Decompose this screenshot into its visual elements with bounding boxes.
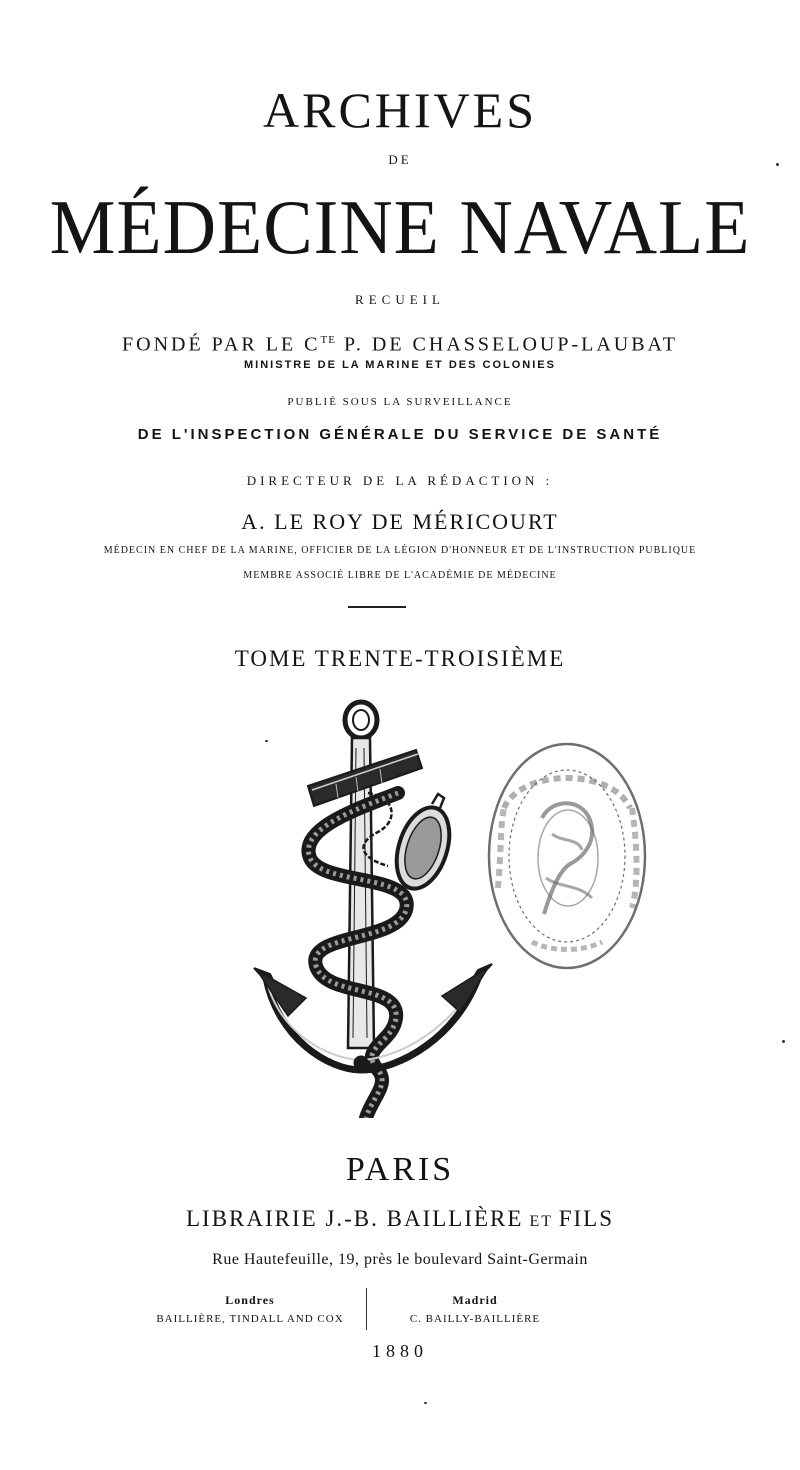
founder-line bbox=[0, 328, 800, 357]
founder-title: MINISTRE DE LA MARINE ET DES COLONIES bbox=[244, 359, 556, 371]
publication-note: PUBLIÉ SOUS LA SURVEILLANCE bbox=[287, 396, 513, 408]
paper-speck bbox=[424, 1402, 427, 1404]
branch-city-londres: Londres bbox=[225, 1293, 275, 1307]
publisher-main: LIBRAIRIE J.-B. BAILLIÈRE bbox=[185, 1206, 524, 1231]
publisher-end: FILS bbox=[558, 1206, 615, 1231]
branch-divider bbox=[366, 1288, 367, 1330]
volume-label: TOME TRENTE-TROISIÈME bbox=[234, 646, 566, 671]
publisher-line bbox=[0, 1205, 800, 1236]
library-stamp-icon bbox=[482, 738, 652, 974]
branch-publisher-londres: BAILLIÈRE, TINDALL AND COX bbox=[156, 1313, 344, 1325]
founder-prefix: FONDÉ PAR LE C bbox=[122, 333, 321, 356]
branch-city-madrid: Madrid bbox=[452, 1293, 498, 1307]
founder-superscript: TE bbox=[320, 334, 336, 346]
paper-speck bbox=[776, 163, 779, 166]
imprint-city: PARIS bbox=[345, 1151, 455, 1188]
publisher-connector: ET bbox=[523, 1213, 559, 1230]
director-name: A. LE ROY DE MÉRICOURT bbox=[241, 509, 559, 534]
director-title: MÉDECIN EN CHEF DE LA MARINE, OFFICIER DE LA LÉGION D'HONNEUR ET DE L'INSTRUCTION PUBLIQUE bbox=[103, 545, 697, 556]
paper-speck bbox=[782, 1040, 785, 1043]
inspection-line: DE L'INSPECTION GÉNÉRALE DU SERVICE DE SANTÉ bbox=[137, 426, 663, 443]
anchor-serpent-mirror-icon bbox=[248, 698, 498, 1118]
paper-speck bbox=[265, 740, 268, 742]
section-divider bbox=[348, 606, 406, 608]
recueil-label: RECUEIL bbox=[355, 292, 445, 307]
title-connector: DE bbox=[388, 152, 412, 167]
directeur-label: DIRECTEUR DE LA RÉDACTION : bbox=[246, 473, 554, 488]
founder-suffix: P. DE CHASSELOUP-LAUBAT bbox=[335, 333, 678, 356]
publication-year: 1880 bbox=[372, 1341, 428, 1361]
journal-title-line1: ARCHIVES bbox=[262, 82, 538, 138]
journal-title-line2: MÉDECINE NAVALE bbox=[49, 184, 751, 272]
branch-publisher-madrid: C. BAILLY-BAILLIÈRE bbox=[409, 1313, 541, 1325]
publisher-address: Rue Hautefeuille, 19, près le boulevard Saint-Germain bbox=[212, 1251, 588, 1268]
director-membership: MEMBRE ASSOCIÉ LIBRE DE L'ACADÉMIE DE MÉDECINE bbox=[243, 570, 557, 581]
